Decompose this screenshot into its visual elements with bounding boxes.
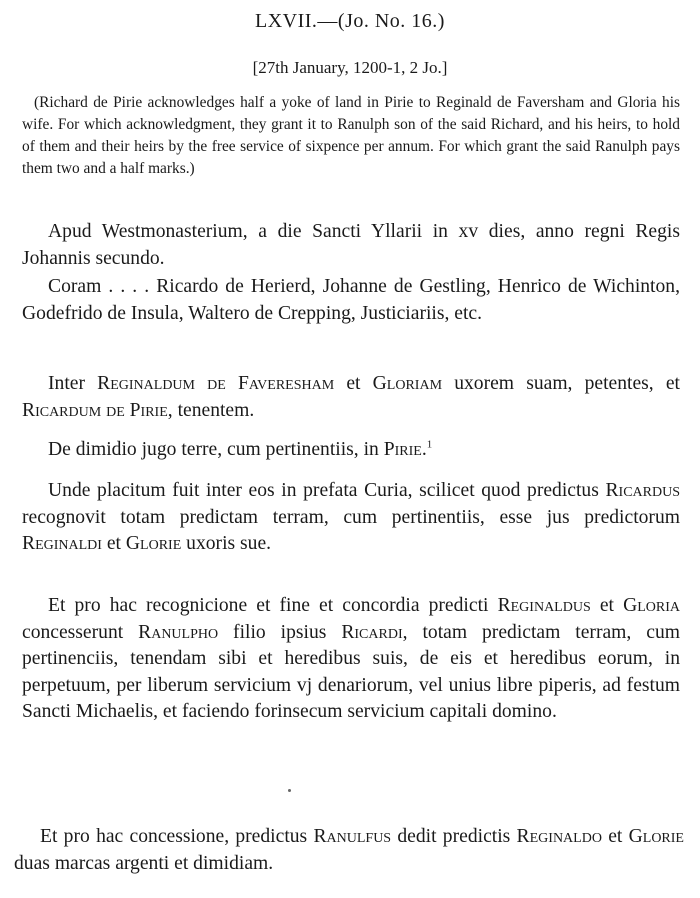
text-span: uxoris sue. (181, 533, 272, 554)
text-span: concesserunt (22, 621, 139, 643)
text-span: et (101, 533, 126, 554)
text-span: recognovit totam predictam terram, cum pertinentiis, esse jus predictorum (22, 506, 680, 528)
text-span: De dimidio jugo terre, cum pertinentiis, in (48, 439, 384, 460)
footnote-marker[interactable]: 1 (426, 438, 433, 451)
text-span: uxorem suam, petentes, et (442, 373, 681, 394)
text-span: . (421, 439, 427, 460)
stray-ink-mark (288, 789, 291, 792)
name-ricardus: Ricardus (605, 480, 680, 501)
text-span: et (334, 373, 373, 394)
place-pirie: Pirie (383, 439, 422, 460)
text-span: , tenentem. (167, 399, 255, 421)
name-glorie: Glorie (125, 533, 182, 554)
name-ricardi: Ricardi (341, 621, 403, 643)
name-reginald-faversham: Reginaldum de Faveresham (97, 373, 335, 394)
name-glorie: Glorie (628, 826, 684, 847)
record-date: [27th January, 1200-1, 2 Jo.] (252, 58, 448, 77)
text-span: filio ipsius (218, 621, 342, 643)
paragraph-grant (22, 593, 680, 726)
name-ricardus-pirie: Ricardum de Pirie (22, 399, 168, 421)
text-span: duas marcas argenti et dimidiam. (14, 852, 274, 874)
record-title: LXVII.—(Jo. No. 16.) (255, 10, 445, 32)
name-gloria: Gloriam (372, 373, 443, 394)
name-ranulfus: Ranulfus (313, 826, 392, 847)
text-span: dedit predictis (391, 826, 517, 847)
text-span: Unde placitum fuit inter eos in prefata Curia, scilicet quod predictus (48, 480, 606, 501)
text-span: Inter (48, 373, 98, 394)
text-span: et (601, 826, 629, 847)
english-summary: (Richard de Pirie acknowledges half a yoke of land in Pirie to Reginald de Faversham and Gloria his wife. For which acknowledgment, they grant it to Ranulph son of the said Richard, and his heirs, to hold of them and their heirs by the free service of sixpence per annum. For which grant the said Ranulph pays them two and a half marks.) (22, 94, 680, 177)
paragraph-parties (22, 371, 680, 424)
name-gloria: Gloria (623, 595, 681, 616)
paragraph-place-date: Apud Westmonasterium, a die Sancti Yllarii in xv dies, anno regni Regis Johannis secundo. (22, 221, 680, 269)
text-span: Et pro hac concessione, predictus (40, 826, 314, 847)
text-span: et (590, 595, 624, 616)
name-ranulpho: Ranulpho (138, 621, 219, 643)
name-reginaldo: Reginaldo (516, 826, 602, 847)
paragraph-acknowledgment (22, 478, 680, 558)
paragraph-payment (14, 824, 684, 877)
paragraph-land (22, 437, 680, 464)
name-reginaldus: Reginaldus (497, 595, 591, 616)
name-reginaldi: Reginaldi (22, 533, 102, 554)
text-span: , totam predictam terram, cum pertinenciis, tenendam sibi et heredibus suis, de eis et heredibus eorum, in perpetuum, per liberum servicium vj denariorum, vel unius libre piperis, ad festum Sancti Michaelis, et faciendo forinsecum servicium capitali domino. (22, 621, 680, 722)
text-span: Et pro hac recognicione et fine et concordia predicti (48, 595, 498, 616)
paragraph-justices: Coram . . . . Ricardo de Herierd, Johanne de Gestling, Henrico de Wichinton, Godefrido de Insula, Waltero de Crepping, Justiciariis, etc. (22, 276, 680, 324)
